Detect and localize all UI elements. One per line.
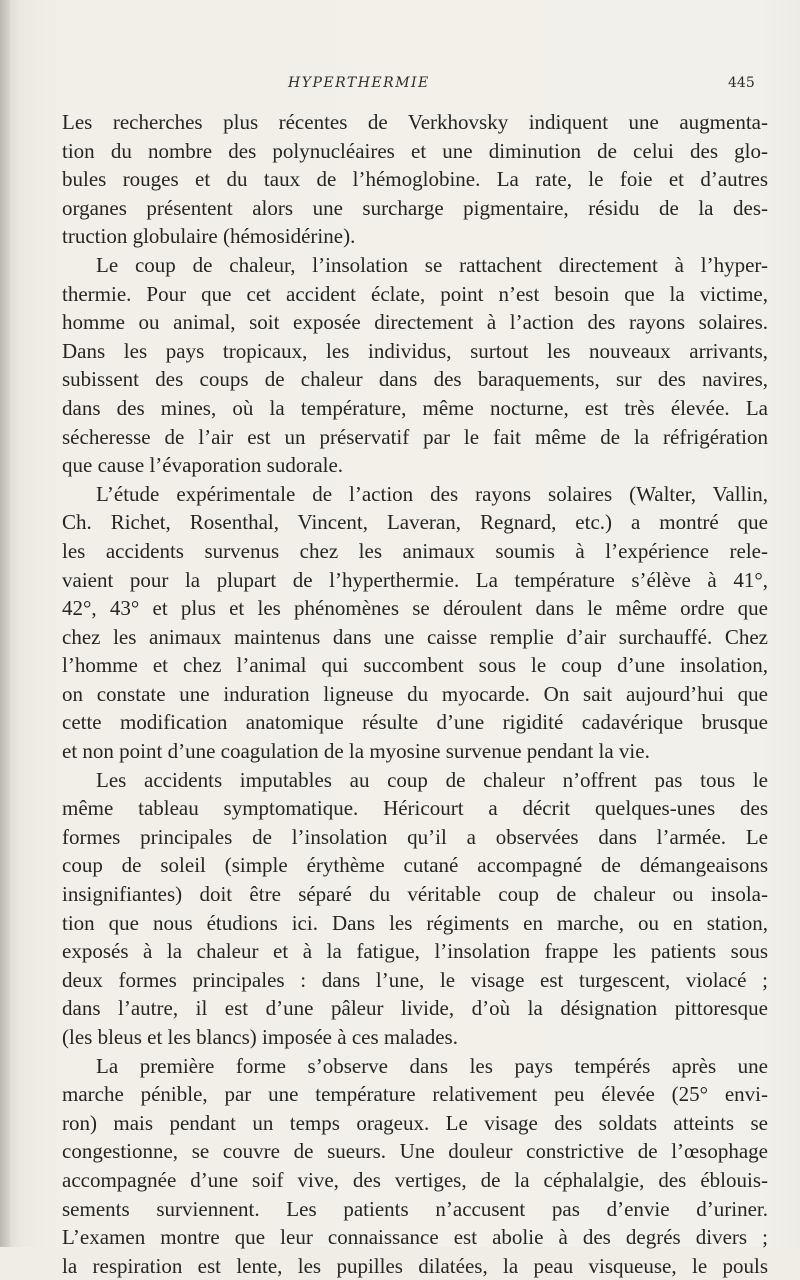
text-line: Dans les pays tropicaux, les individus, surtout les nouveaux arrivants, — [62, 338, 768, 363]
text-line: Le coup de chaleur, l’insolation se rattachent directement à l’hyper- — [96, 252, 768, 277]
text-line: sécheresse de l’air est un préservatif par le fait même de la réfrigération — [62, 424, 768, 449]
text-line: même tableau symptomatique. Héricourt a décrit quelques-unes des — [62, 796, 768, 821]
text-line: Ch. Richet, Rosenthal, Vincent, Laveran, Regnard, etc.) a montré que — [62, 510, 768, 535]
text-line: ron) mais pendant un temps orageux. Le visage des soldats atteints se — [62, 1110, 768, 1135]
body-text — [62, 108, 768, 1280]
text-line: congestionne, se couvre de sueurs. Une douleur constrictive de l’œsophage — [62, 1139, 768, 1164]
text-line: que cause l’évaporation sudorale. — [62, 453, 344, 478]
text-line: l’homme et chez l’animal qui succombent sous le coup d’une insolation, — [62, 653, 768, 678]
text-line: cette modification anatomique résulte d’une rigidité cadavérique brusque — [62, 710, 768, 735]
text-line: La première forme s’observe dans les pays tempérés après une — [96, 1053, 768, 1078]
text-line: dans l’autre, il est d’une pâleur livide, d’où la désignation pittoresque — [62, 996, 768, 1021]
text-line: organes présentent alors une surcharge pigmentaire, résidu de la des- — [62, 195, 768, 220]
text-line: exposés à la chaleur et à la fatigue, l’insolation frappe les patients sous — [62, 939, 768, 964]
text-line: marche pénible, par une température relativement peu élevée (25° envi- — [62, 1082, 768, 1107]
text-line: les accidents survenus chez les animaux soumis à l’expérience rele- — [62, 538, 768, 563]
text-line: et non point d’une coagulation de la myosine survenue pendant la vie. — [62, 739, 650, 764]
page-number: 445 — [728, 75, 755, 91]
page-edge — [0, 0, 10, 1247]
text-line: dans des mines, où la température, même nocturne, est très élevée. La — [62, 395, 768, 420]
text-line: sements surviennent. Les patients n’accusent pas d’envie d’uriner. — [62, 1196, 768, 1221]
text-line: tion que nous étudions ici. Dans les régiments en marche, ou en station, — [62, 910, 768, 935]
text-line: L’examen montre que leur connaissance est abolie à des degrés divers ; — [62, 1225, 768, 1250]
text-line: formes principales de l’insolation qu’il a observées dans l’armée. Le — [62, 824, 768, 849]
text-line: (les bleus et les blancs) imposée à ces malades. — [62, 1025, 458, 1049]
text-line: la respiration est lente, les pupilles dilatées, la peau visqueuse, le pouls — [62, 1253, 768, 1278]
running-head — [0, 75, 800, 99]
text-line: truction globulaire (hémosidérine). — [62, 224, 356, 249]
text-line: coup de soleil (simple érythème cutané accompagné de démangeaisons — [62, 853, 768, 878]
text-line: Les recherches plus récentes de Verkhovsky indiquent une augmenta- — [62, 110, 768, 134]
text-line: L’étude expérimentale de l’action des rayons solaires (Walter, Vallin, — [96, 481, 768, 506]
text-line: homme ou animal, soit exposée directement à l’action des rayons solaires. — [62, 310, 768, 335]
text-line: bules rouges et du taux de l’hémoglobine. La rate, le foie et d’autres — [62, 167, 768, 192]
text-line: thermie. Pour que cet accident éclate, point n’est besoin que la victime, — [62, 281, 768, 306]
text-line: deux formes principales : dans l’une, le visage est turgescent, violacé ; — [62, 967, 768, 992]
text-line: tion du nombre des polynucléaires et une diminution de celui des glo- — [62, 138, 768, 163]
text-line: accompagnée d’une soif vive, des vertiges, de la céphalalgie, des éblouis- — [62, 1167, 768, 1192]
text-line: subissent des coups de chaleur dans des baraquements, sur des navires, — [62, 367, 768, 392]
text-line: 42°, 43° et plus et les phénomènes se déroulent dans le même ordre que — [62, 596, 768, 621]
text-line: Les accidents imputables au coup de chaleur n’offrent pas tous le — [96, 767, 768, 792]
running-title: HYPERTHERMIE — [288, 75, 430, 91]
text-line: chez les animaux maintenus dans une caisse remplie d’air surchauffé. Chez — [62, 624, 768, 649]
text-line: insignifiantes) doit être séparé du véritable coup de chaleur ou insola- — [62, 882, 768, 907]
text-line: on constate une induration ligneuse du myocarde. On sait aujourd’hui que — [62, 681, 768, 706]
text-line: vaient pour la plupart de l’hyperthermie. La température s’élève à 41°, — [62, 567, 768, 592]
